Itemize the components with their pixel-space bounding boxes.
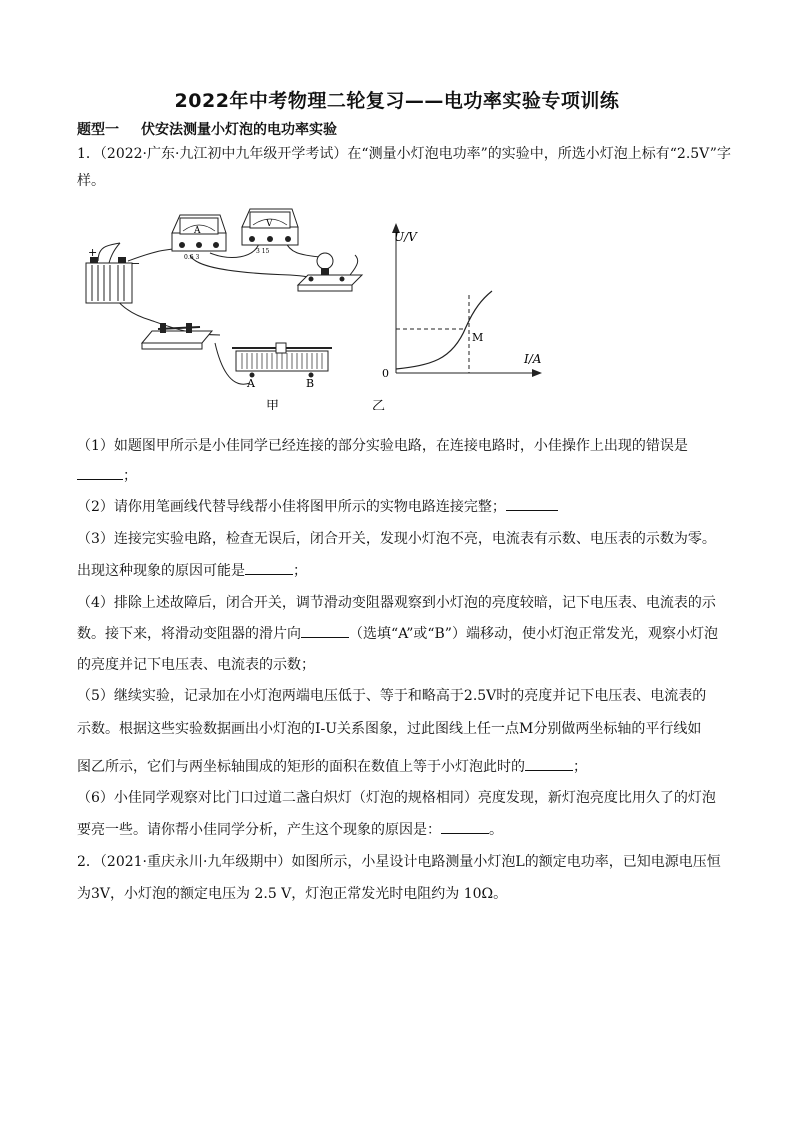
- ui-graph: [392, 223, 542, 377]
- battery-minus: −: [131, 257, 141, 270]
- label-jia: 甲: [266, 399, 280, 410]
- q1-part6-line1: （6）小佳同学观察对比门口过道二盏白炽灯（灯泡的规格相同）亮度发现，新灯泡亮度比用久了的灯泡: [77, 790, 716, 806]
- rheostat-end-a: A: [247, 377, 255, 390]
- q1-part4-line2: 数。接下来，将滑动变阻器的滑片向 （选填“A”或“B”）端移动，使小灯泡正常发光，观察小灯泡: [77, 623, 722, 645]
- ammeter-label: A: [194, 226, 201, 236]
- switch: [142, 323, 212, 349]
- page-title: 2022年中考物理二轮复习——电功率实验专项训练: [174, 90, 620, 112]
- q1-part1-line1: （1）如题图甲所示是小佳同学已经连接的部分实验电路，在连接电路时，小佳操作上出现的错误是: [77, 438, 688, 454]
- battery: [86, 257, 132, 303]
- q1-part5-line1: （5）继续实验，记录加在小灯泡两端电压低于、等于和略高于2.5V时的亮度并记下电压表、电流表的: [77, 688, 707, 704]
- battery-plus: +: [88, 246, 98, 259]
- rheostat: [232, 343, 332, 378]
- q1-part2: （2）请你用笔画线代替导线帮小佳将图甲所示的实物电路连接完整；: [77, 496, 722, 518]
- voltmeter-label: V: [266, 219, 273, 229]
- x-axis-label: I/A: [524, 352, 542, 366]
- point-m-label: M: [472, 331, 484, 344]
- section-name: 伏安法测量小灯泡的电功率实验: [141, 122, 337, 138]
- circuit-and-graph: [80, 205, 550, 410]
- q1-part1-line2: ；: [77, 465, 722, 487]
- q2-line1: 2．（2021·重庆永川·九年级期中）如图所示，小星设计电路测量小灯泡L的额定电功率，已知电源电压恒: [77, 854, 721, 870]
- rheostat-end-b: B: [306, 377, 315, 390]
- label-yi: 乙: [372, 399, 386, 410]
- answer-blank-4[interactable]: [301, 623, 349, 638]
- q1-stem-line1: 1．（2022·广东·九江初中九年级开学考试）在“测量小灯泡电功率”的实验中，所选小灯泡上标有“2.5V”字: [77, 146, 731, 162]
- iu-curve: [396, 291, 492, 369]
- figure: [80, 205, 550, 410]
- origin-label: 0: [382, 367, 389, 380]
- section-label: 题型一: [77, 122, 119, 138]
- q1-part4-line1: （4）排除上述故障后，闭合开关，调节滑动变阻器观察到小灯泡的亮度较暗，记下电压表、电流表的示: [77, 595, 716, 611]
- section-heading: [77, 119, 337, 139]
- q1-part6-line2: 要亮一些。请你帮小佳同学分析，产生这个现象的原因是： 。: [77, 819, 722, 841]
- answer-blank-1[interactable]: [77, 465, 123, 480]
- answer-blank-5[interactable]: [525, 756, 573, 771]
- q2-line2: 为3V，小灯泡的额定电压为 2.5 V，灯泡正常发光时电阻约为 10Ω。: [77, 886, 508, 902]
- q1-part4-line3: 的亮度并记下电压表、电流表的示数；: [77, 657, 315, 673]
- q1-part3-line2: 出现这种现象的原因可能是 ；: [77, 560, 722, 582]
- q1-stem-line2: 样。: [77, 173, 105, 189]
- voltmeter-scale: 3 15: [256, 248, 270, 255]
- q1-part5-line3: 图乙所示，它们与两坐标轴围成的矩形的面积在数值上等于小灯泡此时的 ；: [77, 756, 722, 778]
- answer-blank-2[interactable]: [506, 496, 558, 511]
- q1-part5-line2: 示数。根据这些实验数据画出小灯泡的I-U关系图象，过此图线上任一点M分别做两坐标轴的平行线如: [77, 721, 702, 737]
- ammeter-scale: 0.6 3: [184, 254, 200, 261]
- y-axis-label: U/V: [394, 230, 417, 244]
- answer-blank-6[interactable]: [441, 819, 489, 834]
- q1-part3-line1: （3）连接完实验电路，检查无误后，闭合开关，发现小灯泡不亮，电流表有示数、电压表的示数为零。: [77, 531, 716, 547]
- answer-blank-3[interactable]: [245, 560, 293, 575]
